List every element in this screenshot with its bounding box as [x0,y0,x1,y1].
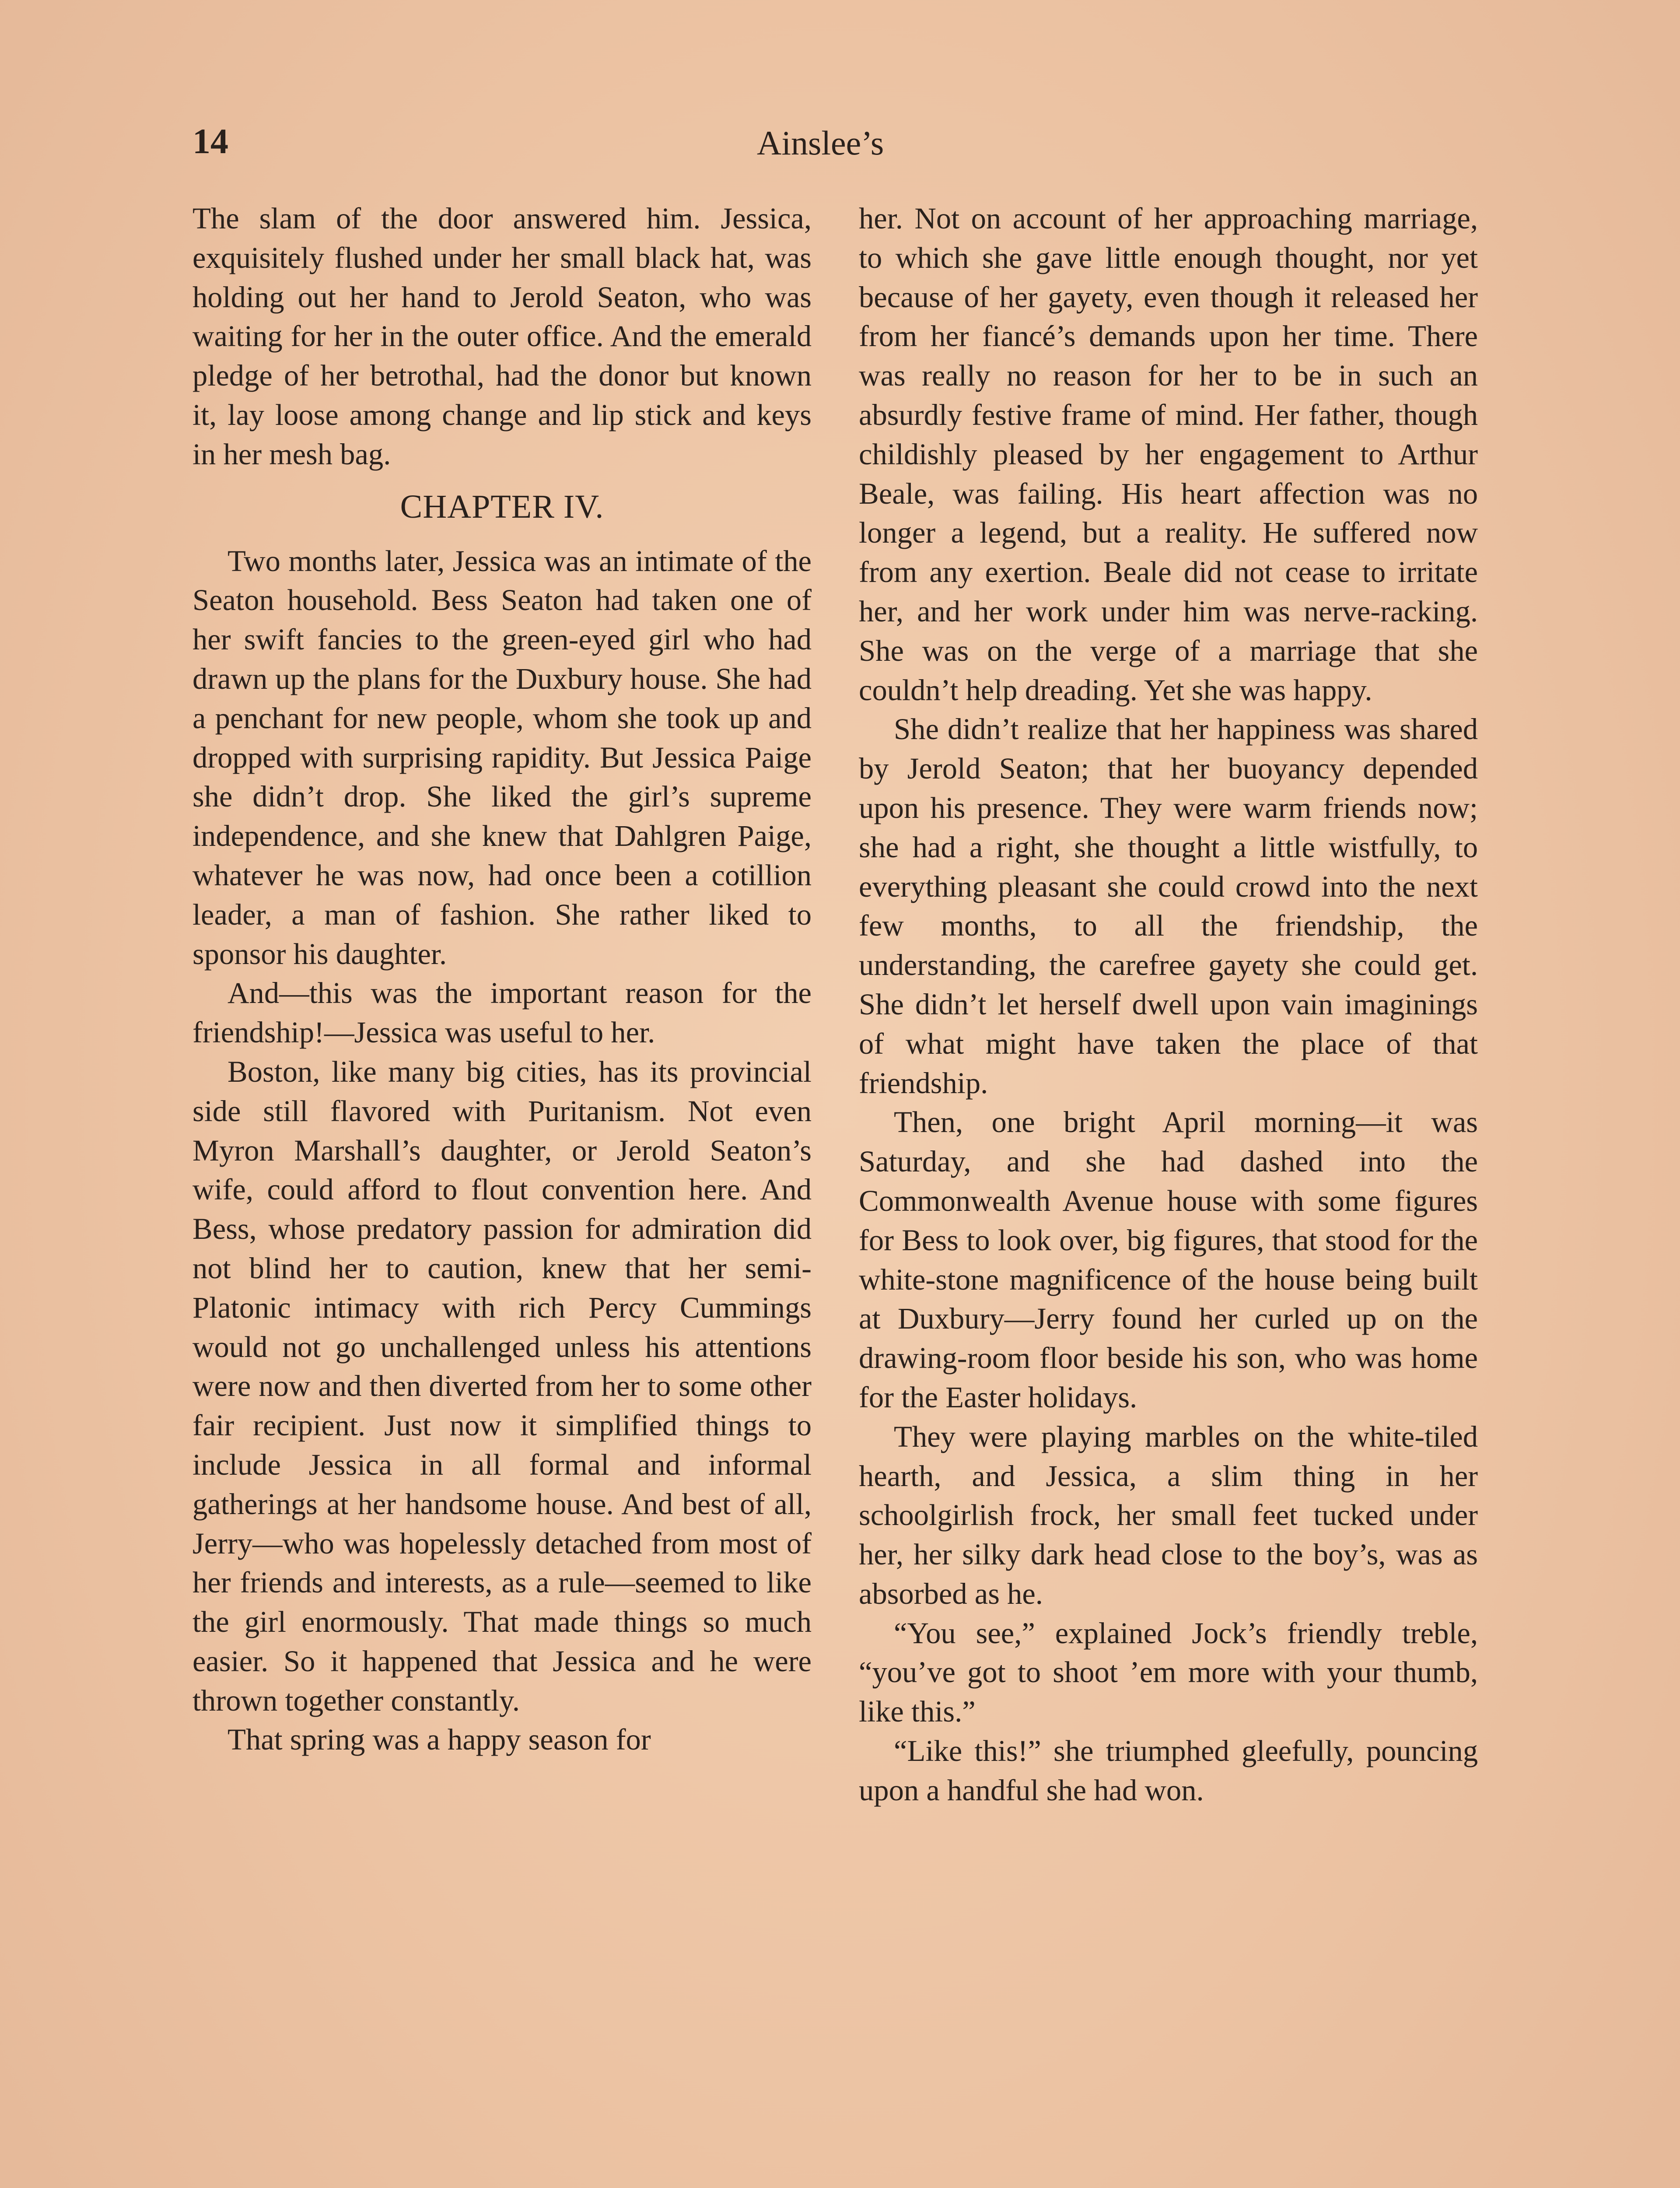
paragraph: They were playing marbles on the white-tiled hearth, and Jessica, a slim thing in her schoolgirlish frock, her small feet tucked under her, her silky dark head close to the boy’s, was as absorbed as he. [859,1420,1478,1610]
paragraph: The slam of the door answered him. Jessica, exquisitely flushed under her small black hat, was holding out her hand to Jerold Seaton, who was waiting for her in the outer office. And the emerald pledge of her betrothal, had the donor but known it, lay loose among change and lip stick and keys in her mesh bag. [192,202,812,471]
paragraph: Boston, like many big cities, has its provincial side still flavored with Puritanism. Not even Myron Marshall’s daughter, or Jerold Seaton’s wife, could afford to flout convention here. And Bess, whose predatory passion for admiration did not blind her to caution, knew that her semi-Platonic intimacy with rich Percy Cummings would not go unchallenged unless his attentions were now and then diverted from her to some other fair recipient. Just now it simplified things to include Jessica in all formal and informal gatherings at her handsome house. And best of all, Jerry—who was hopelessly detached from most of her friends and interests, as a rule—seemed to like the girl enormously. That made things so much easier. So it happened that Jessica and he were thrown together constantly. [192,1055,812,1717]
chapter-heading: CHAPTER IV. [400,488,604,525]
paragraph: her. Not on account of her approaching marriage, to which she gave little enough thought, nor yet because of her gayety, even though it released her from her fiancé’s demands upon her time. There was really no reason for her to be in such an absurdly festive frame of mind. Her father, though childishly pleased by her engagement to Arthur Beale, was failing. His heart affection was no longer a legend, but a reality. He suffered now from any exertion. Beale did not cease to irritate her, and her work under him was nerve-racking. She was on the verge of a marriage that she couldn’t help dreading. Yet she was happy. [859,202,1478,707]
right-column [859,199,1478,1810]
paragraph: Then, one bright April morning—it was Saturday, and she had dashed into the Commonwealth Avenue house with some figures for Bess to look over, big figures, that stood for the white-stone magnificence of the house being built at Duxbury—Jerry found her curled up on the drawing-room floor beside his son, who was home for the Easter holidays. [859,1105,1478,1414]
paragraph: That spring was a happy season for [228,1723,651,1757]
left-column [192,199,812,1760]
paragraph: Two months later, Jessica was an intimate of the Seaton household. Bess Seaton had taken one of her swift fancies to the green-eyed girl who had drawn up the plans for the Duxbury house. She had a penchant for new people, whom she took up and dropped with surprising rapidity. But Jessica Paige she didn’t drop. She liked the girl’s supreme independence, and she knew that Dahlgren Paige, whatever he was now, had once been a cotillion leader, a man of fashion. She rather liked to sponsor his daughter. [192,544,812,971]
running-head: Ainslee’s [757,124,884,162]
paragraph: And—this was the important reason for the friendship!—Jessica was useful to her. [192,976,812,1049]
paragraph: “Like this!” she triumphed gleefully, pouncing upon a handful she had won. [859,1734,1478,1807]
paragraph: “You see,” explained Jock’s friendly treble, “you’ve got to shoot ’em more with your thumb, like this.” [859,1616,1478,1729]
page-number: 14 [192,121,228,161]
paragraph: She didn’t realize that her happiness was shared by Jerold Seaton; that her buoyancy depended upon his presence. They were warm friends now; she had a right, she thought a little wistfully, to everything pleasant she could crowd into the next few months, to all the friendship, the understanding, the carefree gayety she could get. She didn’t let herself dwell upon vain imaginings of what might have taken the place of that friendship. [859,712,1478,1100]
